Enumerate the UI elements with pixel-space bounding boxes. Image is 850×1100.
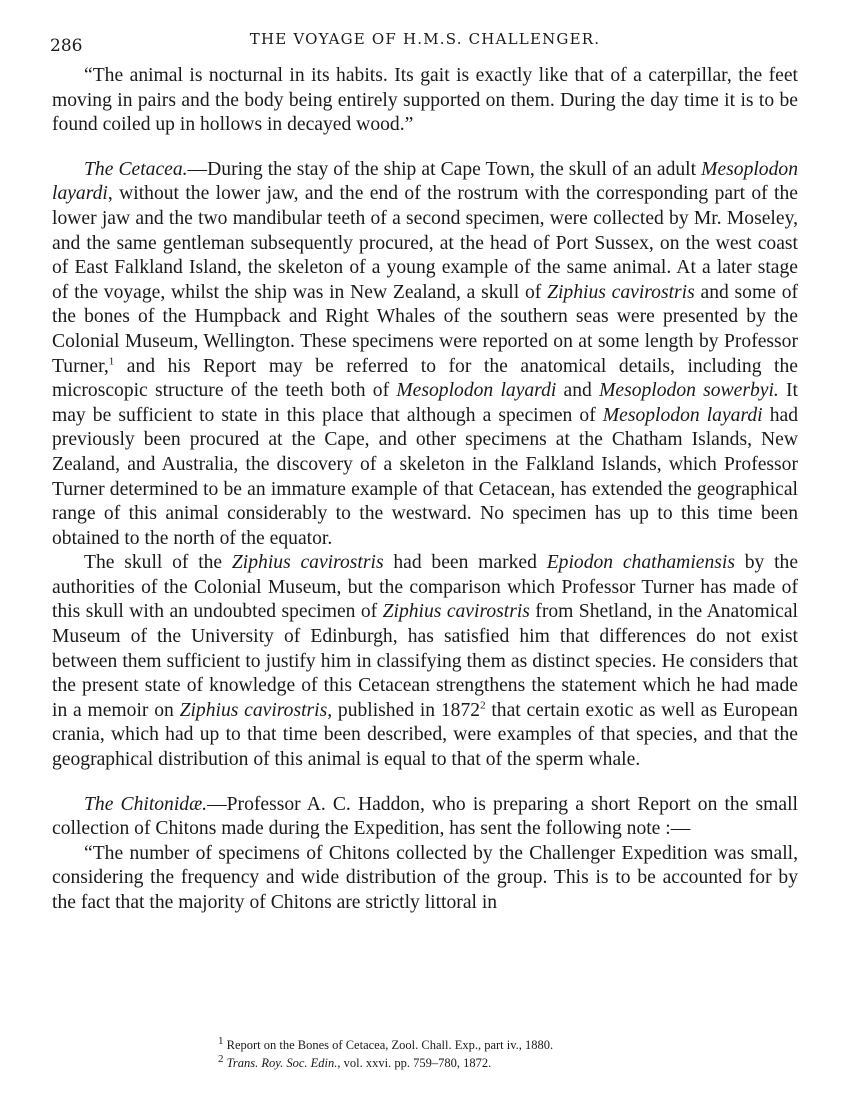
footnote-mark: 2	[218, 1052, 224, 1065]
footnote-ref-1: 1	[108, 355, 115, 367]
text-run: and his Report may be referred to for the anatomical details, including the microscopic structure of the teeth both of	[52, 355, 798, 402]
chitonidae-heading: The Chitonidæ.	[84, 793, 208, 815]
cetacea-paragraph-2	[52, 551, 798, 772]
species-name: Ziphius cavirostris	[547, 281, 695, 303]
species-name: Mesoplodon sowerbyi.	[599, 380, 779, 402]
body-text	[52, 64, 798, 916]
chitonidae-paragraph-2: “The number of specimens of Chitons collected by the Challenger Expedition was small, considering the frequency and wide distribution of the group. This is to be accounted for by the fact that the majority of Chitons are strictly littoral in	[52, 842, 798, 913]
text-run: had been marked	[383, 552, 547, 574]
species-name: Mesoplodon layardi	[396, 380, 557, 402]
footnote-2	[218, 1054, 778, 1072]
page-header	[50, 28, 800, 54]
species-name: Ziphius cavirostris	[231, 552, 384, 574]
text-run: The skull of the	[84, 552, 232, 574]
text-run: by the authorities of the Colonial Museum, but the comparison which Professor Turner has made of this skull with an undoubted specimen of	[52, 552, 799, 623]
text-run: published in 1872	[332, 699, 481, 721]
species-name: Ziphius cavirostris,	[179, 699, 333, 721]
footnote-1	[218, 1036, 778, 1054]
species-name: Mesoplodon layardi	[602, 404, 763, 426]
footnote-text: vol. xxvi. pp. 759–780, 1872.	[343, 1056, 492, 1070]
species-name: Ziphius cavirostris	[382, 601, 530, 623]
page-number: 286	[50, 36, 83, 56]
chitonidae-paragraph-1	[52, 793, 798, 842]
species-name: Epiodon chathamiensis	[546, 552, 735, 574]
cetacea-paragraph-1	[52, 158, 798, 552]
text-run: had previously been procured at the Cape, and other specimens at the Chatham Islands, New Zealand, and Australia, the discovery of a skeleton in the Falkland Islands, which Professor Turner determined to be an immature example of that Cetacean, has extended the geographical range of this animal considerably to the westward. No specimen has up to this time been obtained to the north of the equator.	[52, 404, 798, 549]
footnote-text: Report on the Bones of Cetacea, Zool. Chall. Exp., part iv., 1880.	[226, 1038, 554, 1052]
cetacea-heading: The Cetacea.	[84, 158, 188, 180]
footnote-ref-2: 2	[480, 699, 486, 712]
text-run: It may be sufficient to state in this place that although a specimen of	[52, 380, 799, 426]
footnote-mark: 1	[218, 1034, 224, 1047]
text-run: that certain exotic as well as European crania, which had up to that time been described, were examples of that species, and that the geographical distribution of this animal is equal to that of the sperm whale.	[52, 699, 798, 771]
text-run: —Professor A. C. Haddon, who is preparing a short Report on the small collection of Chitons made during the Expedition, has sent the following note :—	[52, 793, 798, 840]
text-run: from Shetland, in the Anatomical Museum of the University of Edinburgh, has satisfied him that differences do not exist between them sufficient to justify him in classifying them as distinct species. He considers that the present state of knowledge of this Cetacean strengthens the statement which he had made in a memoir on	[52, 601, 798, 721]
footnotes	[218, 1036, 778, 1072]
quote-paragraph: “The animal is nocturnal in its habits. Its gait is exactly like that of a caterpillar, the feet moving in pairs and the body being entirely supported on them. During the day time it is to be found coiled up in hollows in decayed wood.”	[52, 65, 798, 136]
text-run: —During the stay of the ship at Cape Town, the skull of an adult	[187, 158, 702, 180]
species-name: Mesoplodon layardi	[52, 158, 798, 205]
text-run: and	[556, 380, 600, 402]
running-head: THE VOYAGE OF H.M.S. CHALLENGER.	[249, 30, 601, 48]
footnote-journal: Trans. Roy. Soc. Edin.,	[226, 1056, 341, 1070]
text-run: and some of the bones of the Humpback and Right Whales of the southern seas were presented by the Colonial Museum, Wellington. These specimens were reported on at some length by Professor Turner,	[52, 281, 799, 377]
text-run: , without the lower jaw, and the end of the rostrum with the corresponding part of the lower jaw and the two mandibular teeth of a second specimen, were collected by Mr. Moseley, and the same gentleman subsequently procured, at the head of Port Sussex, on the west coast of East Falkland Island, the skeleton of a young example of the same animal. At a later stage of the voyage, whilst the ship was in New Zealand, a skull of	[52, 183, 798, 303]
